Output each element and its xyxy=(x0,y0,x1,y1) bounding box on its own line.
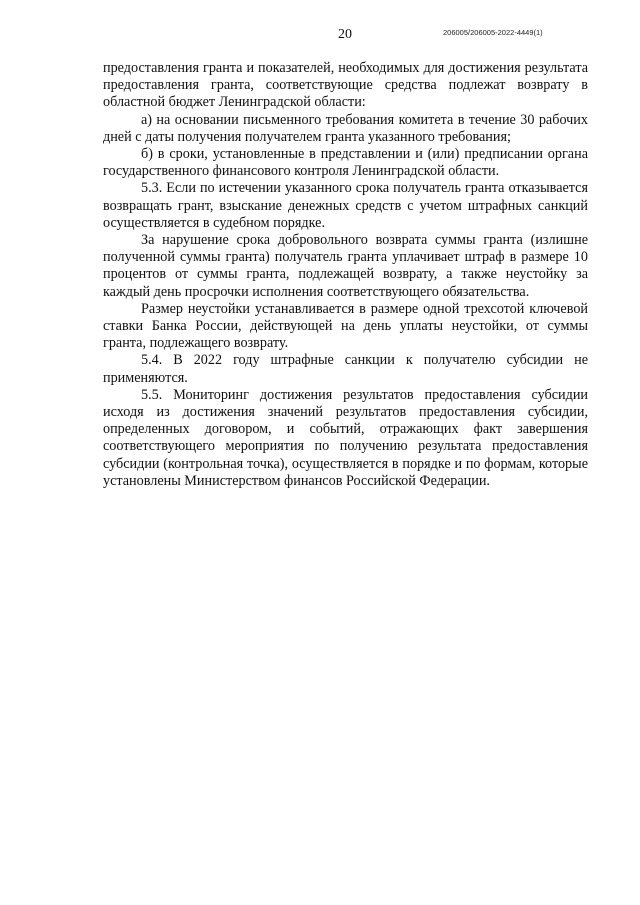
page-number: 20 xyxy=(338,27,352,42)
paragraph-penalty: За нарушение срока добровольного возврата суммы гранта (излишне полученной суммы гранта) получатель гранта уплачивает штраф в размере 10 процентов от суммы гранта, подлежащей возврату, а также неустойку за каждый день просрочки исполнения соответствующего обязательства. xyxy=(103,232,588,300)
paragraph-5-3: 5.3. Если по истечении указанного срока получатель гранта отказывается возвращать грант, взыскание денежных средств с учетом штрафных санкций осуществляется в судебном порядке. xyxy=(103,180,588,231)
paragraph-forfeit-size: Размер неустойки устанавливается в размере одной трехсотой ключевой ставки Банка России, действующей на день уплаты неустойки, от суммы гранта, подлежащего возврату. xyxy=(103,300,588,352)
paragraph-continuation: предоставления гранта и показателей, необходимых для достижения результата предоставления гранта, соответствующие средства подлежат возврату в областной бюджет Ленинградской области: xyxy=(103,60,588,111)
document-body xyxy=(103,60,588,490)
paragraph-5-5: 5.5. Мониторинг достижения результатов предоставления субсидии исходя из достижения значений результатов предоставления субсидии, определенных договором, и событий, отражающих факт завершения соответствующего мероприятия по получению результата предоставления субсидии (контрольная точка), осуществляется в порядке и по формам, которые установлены Министерством финансов Российской Федерации. xyxy=(103,386,588,489)
document-id: 206005/206005-2022-4449(1) xyxy=(443,28,543,37)
paragraph-5-4: 5.4. В 2022 году штрафные санкции к получателю субсидии не применяются. xyxy=(103,352,588,386)
paragraph-item-b: б) в сроки, установленные в представлении и (или) предписании органа государственного финансового контроля Ленинградской области. xyxy=(103,146,588,180)
paragraph-item-a: а) на основании письменного требования комитета в течение 30 рабочих дней с даты получения получателем гранта указанного требования; xyxy=(103,111,588,145)
